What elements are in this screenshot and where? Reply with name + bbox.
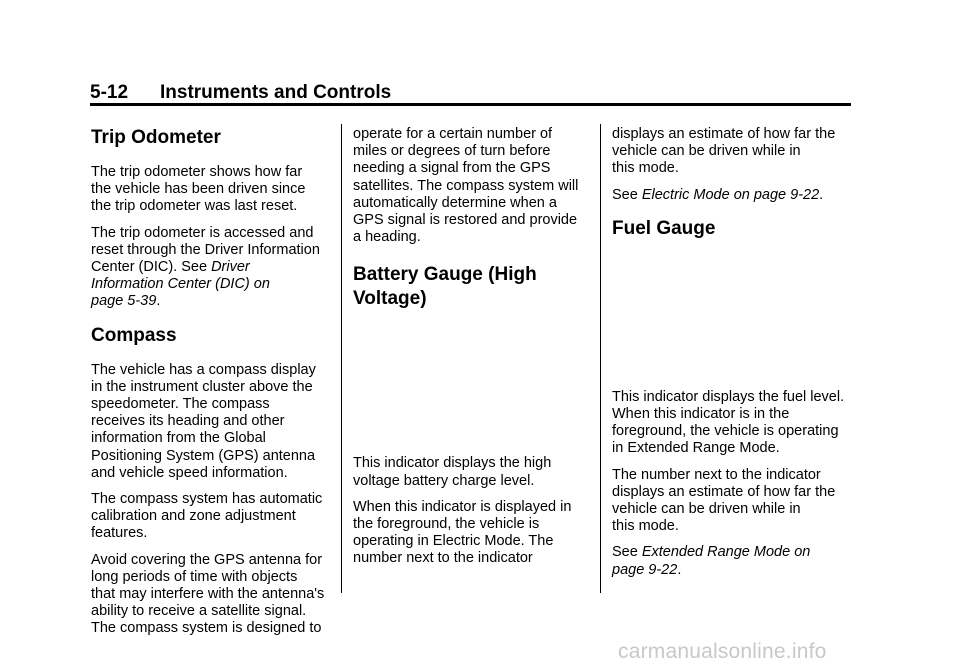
electric-mode-link[interactable]: Electric Mode on page 9-22: [641, 186, 820, 203]
battery-continued-paragraph: displays an estimate of how far the vehicle can be driven while in this mode.: [612, 126, 836, 177]
battery-gauge-image-area: [353, 311, 593, 455]
column-divider-2: [600, 124, 601, 593]
column-1: [91, 126, 331, 638]
fuel-gauge-paragraph-2: The number next to the indicator displays an estimate of how far the vehicle can be driven while in this mode.: [612, 466, 836, 535]
watermark: carmanualsonline.info: [618, 640, 827, 663]
fuel-gauge-heading: Fuel Gauge: [612, 217, 716, 239]
battery-gauge-paragraph-2: When this indicator is displayed in the foreground, the vehicle is operating in Electric Mode. The number next to the indicator: [353, 498, 572, 567]
compass-paragraph-2: The compass system has automatic calibration and zone adjustment features.: [91, 491, 323, 542]
dic-reference-link[interactable]: Driver: [211, 259, 250, 276]
compass-heading: Compass: [91, 324, 177, 346]
dic-reference-link-cont[interactable]: Information Center (DIC) on: [91, 276, 270, 293]
section-title: Instruments and Controls: [160, 82, 392, 103]
dic-page-link[interactable]: page 5-39: [91, 293, 157, 310]
compass-continued-paragraph: operate for a certain number of miles or degrees of turn before needing a signal from the GPS satellites. The compass system will automatically determine when a GPS signal is restored and provide a heading.: [353, 126, 579, 246]
trip-odometer-paragraph-2: The trip odometer is accessed and reset through the Driver Information Center (DIC). See Driver Information Center (DIC) on page 5-39.: [91, 224, 320, 310]
trip-odometer-heading: Trip Odometer: [91, 127, 221, 148]
column-3: [612, 126, 852, 579]
battery-gauge-heading: Battery Gauge (High Voltage): [353, 264, 537, 310]
header-rule: [90, 103, 851, 106]
trip-odometer-paragraph-1: The trip odometer shows how far the vehicle has been driven since the trip odometer was last reset.: [91, 164, 306, 215]
battery-gauge-paragraph-1: This indicator displays the high voltage battery charge level.: [353, 455, 552, 489]
fuel-gauge-image-area: [612, 241, 852, 389]
column-divider-1: [341, 124, 342, 593]
page-header: [90, 82, 391, 104]
compass-paragraph-1: The vehicle has a compass display in the instrument cluster above the speedometer. The compass receives its heading and other information from the Global Positioning System (GPS) antenna and vehicle speed information.: [91, 361, 316, 481]
fuel-gauge-paragraph-1: This indicator displays the fuel level. When this indicator is in the foreground, the vehicle is operating in Extended Range Mode.: [612, 388, 845, 457]
compass-paragraph-3: Avoid covering the GPS antenna for long periods of time with objects that may interfere with the antenna's ability to receive a satellite signal. The compass system is designed to: [91, 551, 325, 637]
extended-range-page-link[interactable]: page 9-22: [612, 561, 678, 578]
electric-mode-reference: See Electric Mode on page 9-22.: [612, 186, 824, 203]
page-number: 5-12: [90, 82, 129, 103]
extended-range-link[interactable]: Extended Range Mode on: [641, 544, 811, 561]
extended-range-reference: See Extended Range Mode on page 9-22.: [612, 544, 811, 578]
column-2: [353, 126, 593, 568]
